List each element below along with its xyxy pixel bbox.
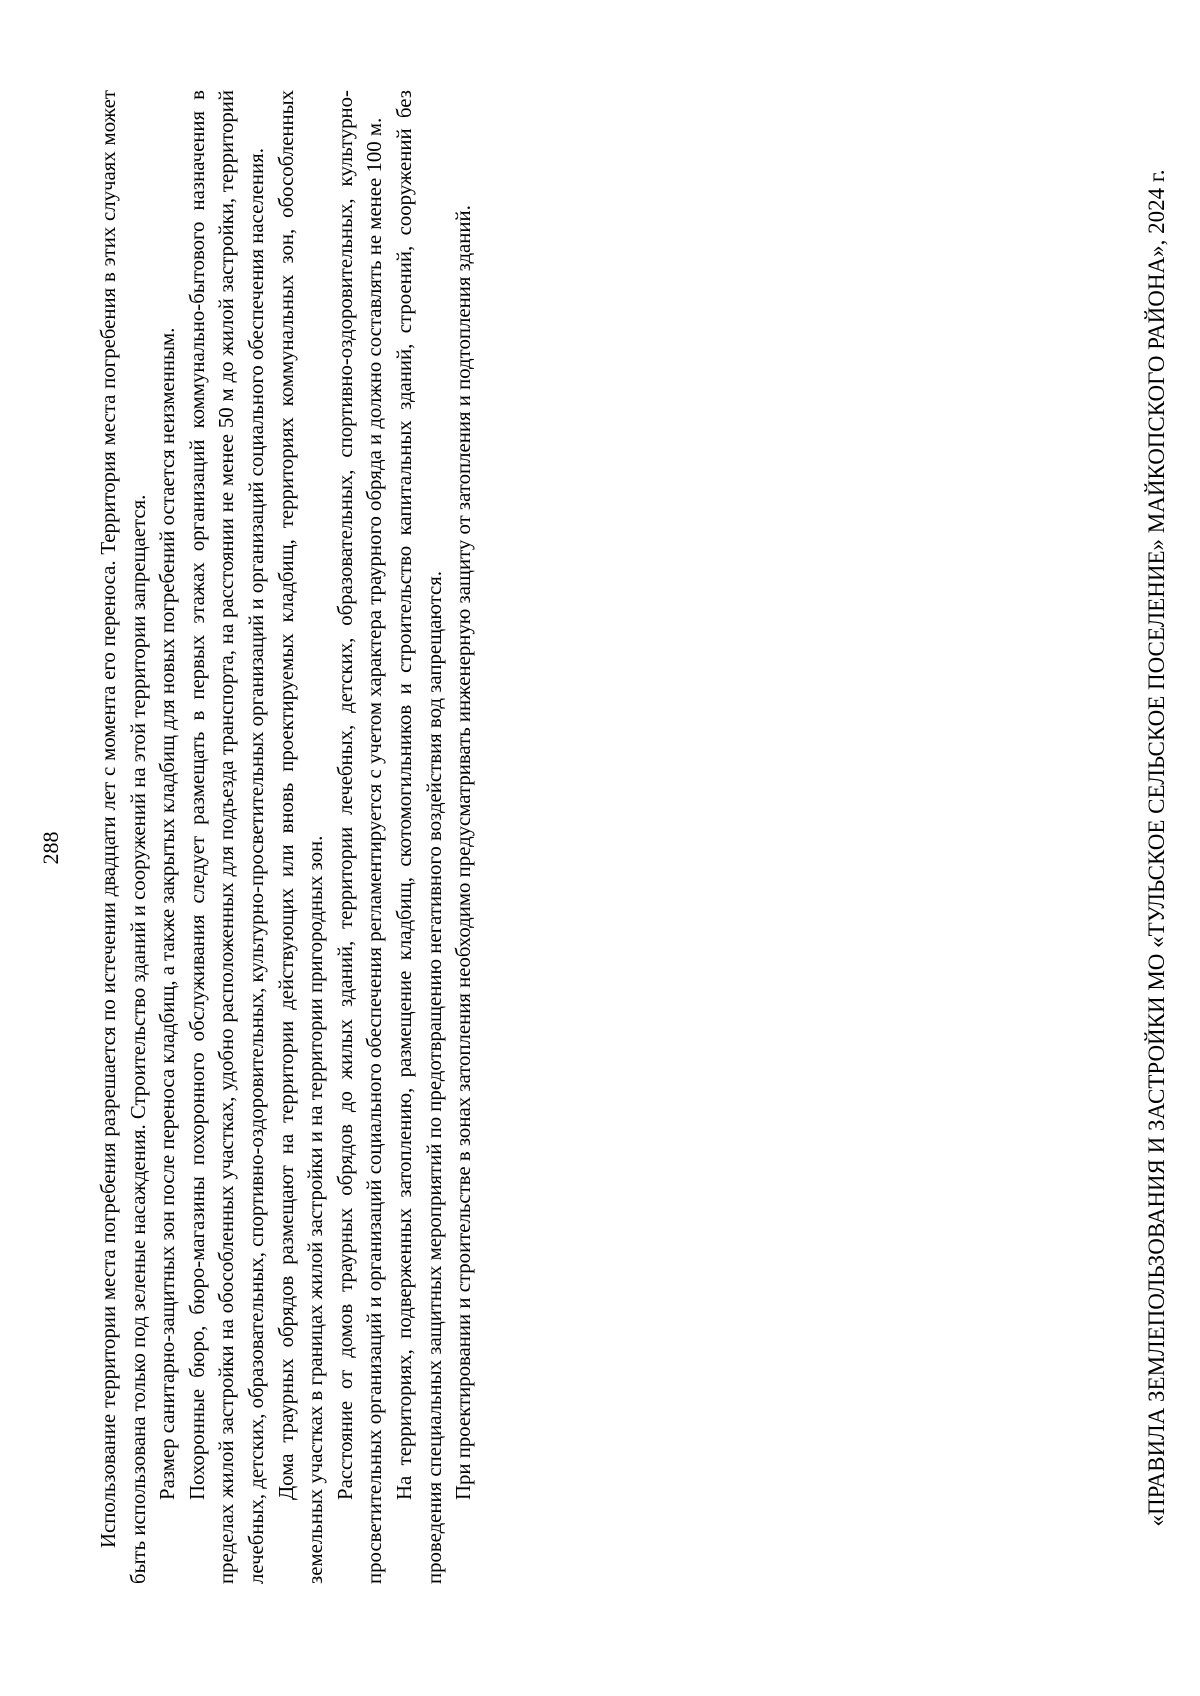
body-text <box>94 90 479 1584</box>
paragraph-funeral-houses-distance: Расстояние от домов траурных обрядов до жилых зданий, территории лечебных, детских, образовательных, спортивно-оздоровительных, культурно-просветительных организаций и организаций социального обеспечения регламентируется с учетом характера траурного обряда и должно составлять не менее 100 м. <box>333 90 387 1584</box>
paragraph-burial-site-reuse: Использование территории места погребения разрешается по истечении двадцати лет с момента его переноса. Территория места погребения в этих случаях может быть использована только под зеленые насаждения. Строительство зданий и сооружений на этой территории запрещается. <box>97 90 150 1584</box>
paragraph-sanitary-zone-size: Размер санитарно-защитных зон после переноса кладбищ, а также закрытых кладбищ для новых погребений остается неизменным. <box>156 327 180 1500</box>
paragraph-flood-zones: На территориях, подверженных затоплению, размещение кладбищ, скотомогильников и строительство капитальных зданий, строений, сооружений без проведения специальных защитных мероприятий по предотвращению негативного воздействия вод запрещаются. <box>392 90 446 1584</box>
paragraph-funeral-bureaus: Похоронные бюро, бюро-магазины похоронного обслуживания следует размещать в первых этажах организаций коммунально-бытового назначения в пределах жилой застройки на обособленных участках, удобно расположенных для подъезда транспорта, на расстоянии не менее 50 м до жилой застройки, территорий лечебных, детских, образовательных, спортивно-оздоровительных, культурно-просветительных организаций и организаций социального обеспечения населения. <box>185 90 268 1584</box>
page-number: 288 <box>38 831 63 865</box>
paragraph-funeral-houses-location: Дома траурных обрядов размещают на территории действующих или вновь проектируемых кладбищ, территориях коммунальных зон, обособленных земельных участках в границах жилой застройки и на территории пригородных зон. <box>274 90 328 1584</box>
paragraph-flood-protection: При проектировании и строительстве в зонах затопления необходимо предусматривать инженерную защиту от затопления и подтопления зданий. <box>452 205 476 1500</box>
document-footer: «ПРАВИЛА ЗЕМЛЕПОЛЬЗОВАНИЯ И ЗАСТРОЙКИ МО «ТУЛЬСКОЕ СЕЛЬСКОЕ ПОСЕЛЕНИЕ» МАЙКОПСКОГО РАЙОНА», 2024 г. <box>1144 169 1169 1527</box>
